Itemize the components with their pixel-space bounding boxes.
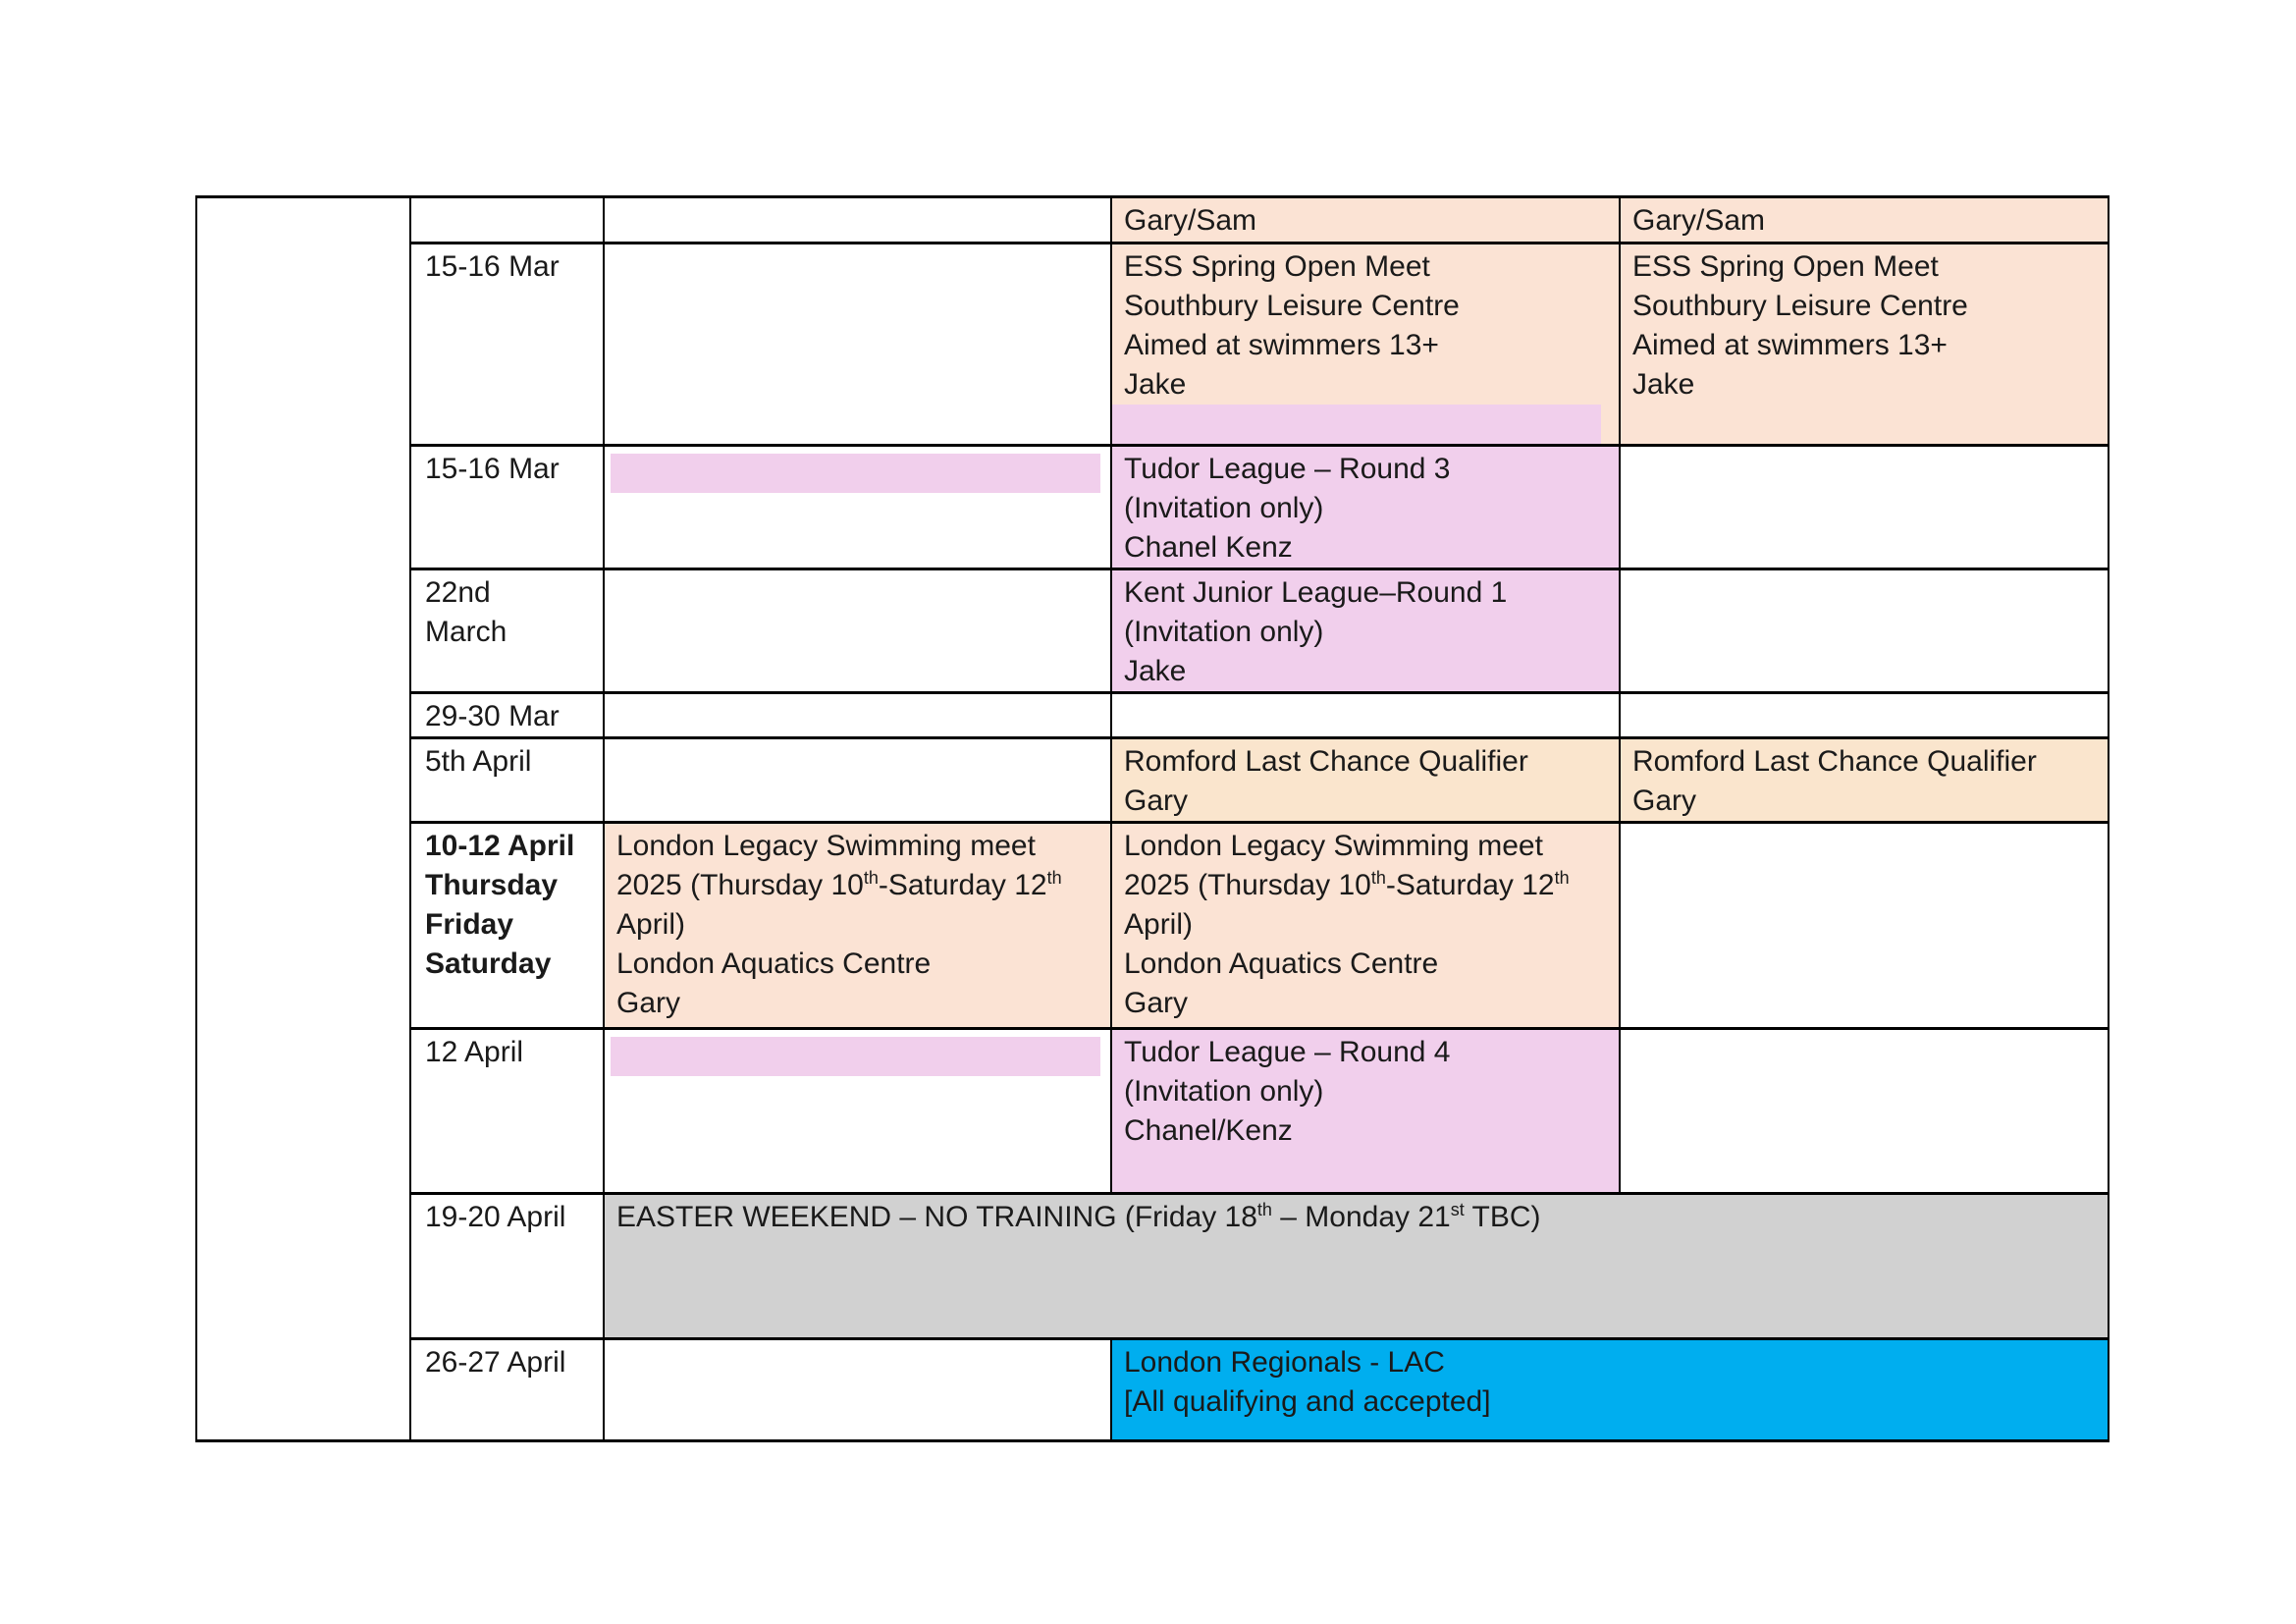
cell-line: London Legacy Swimming meet: [1124, 830, 1543, 862]
highlight-bar: [1112, 405, 1601, 444]
table-row: [196, 693, 2109, 738]
empty-cell: [604, 1029, 1111, 1194]
cell-line: Aimed at swimmers 13+: [1632, 329, 1948, 361]
cell-line: Gary: [1124, 785, 1189, 817]
empty-cell: [604, 1339, 1111, 1441]
empty-cell: [1620, 823, 2109, 1029]
cell-line: [All qualifying and accepted]: [1124, 1385, 1491, 1418]
empty-cell: [1620, 693, 2109, 738]
coach-header-cell: [1111, 197, 1620, 244]
date-cell: [410, 244, 604, 446]
cell-line: Jake: [1124, 368, 1187, 401]
event-cell: [1111, 569, 1620, 693]
date-cell: [410, 738, 604, 823]
cell-line: April): [1124, 908, 1194, 941]
event-cell: [1111, 244, 1620, 446]
left-spacer-cell: [196, 197, 410, 1441]
event-cell: [1111, 446, 1620, 569]
coach-header-cell: [1620, 197, 2109, 244]
cell-line: (Invitation only): [1124, 492, 1324, 524]
table-row: [196, 1029, 2109, 1194]
table-row: [196, 1194, 2109, 1339]
empty-cell: [1620, 569, 2109, 693]
empty-cell: [604, 569, 1111, 693]
date-cell: [410, 823, 604, 1029]
event-cell: [1111, 738, 1620, 823]
date-cell: [410, 1194, 604, 1339]
date-line: 22nd: [425, 576, 491, 609]
date-line: 15-16 Mar: [425, 250, 560, 283]
highlight-bar: [611, 1037, 1100, 1076]
cell-line: (Invitation only): [1124, 616, 1324, 648]
date-cell: [410, 1029, 604, 1194]
cell-line: Chanel/Kenz: [1124, 1114, 1293, 1147]
date-line: March: [425, 616, 507, 648]
cell-line: 2025 (Thursday 10th-Saturday 12th: [1124, 868, 1570, 901]
regionals-cell: [1111, 1339, 2109, 1441]
table-row: [196, 446, 2109, 569]
table-row: [196, 569, 2109, 693]
date-cell: [410, 1339, 604, 1441]
table-row: [196, 738, 2109, 823]
cell-line: April): [616, 908, 686, 941]
date-cell: [410, 693, 604, 738]
date-line: 12 April: [425, 1036, 524, 1068]
table-row: [196, 197, 2109, 244]
cell-line: Tudor League – Round 4: [1124, 1036, 1451, 1068]
cell-line: Romford Last Chance Qualifier: [1124, 745, 1528, 778]
date-line: 19-20 April: [425, 1201, 566, 1233]
date-cell: [410, 569, 604, 693]
date-line: 29-30 Mar: [425, 700, 560, 732]
empty-cell: [604, 693, 1111, 738]
cell-line: Southbury Leisure Centre: [1632, 290, 1968, 322]
cell-line: Southbury Leisure Centre: [1124, 290, 1460, 322]
cell-line: ESS Spring Open Meet: [1124, 250, 1430, 283]
empty-cell: [604, 738, 1111, 823]
date-line: 15-16 Mar: [425, 453, 560, 485]
date-line: 10-12 April: [425, 830, 575, 862]
cell-line: Gary/Sam: [1632, 204, 1766, 237]
schedule-table: [195, 195, 2109, 1442]
empty-cell: [604, 197, 1111, 244]
table-row: [196, 244, 2109, 446]
cell-line: EASTER WEEKEND – NO TRAINING (Friday 18th – Monday 21st TBC): [616, 1200, 1541, 1233]
cell-line: Kent Junior League–Round 1: [1124, 576, 1508, 609]
cell-line: Gary: [1632, 785, 1697, 817]
cell-line: Jake: [1632, 368, 1695, 401]
date-cell: [410, 446, 604, 569]
empty-cell: [1620, 1029, 2109, 1194]
event-cell: [1111, 823, 1620, 1029]
cell-line: London Legacy Swimming meet: [616, 830, 1036, 862]
event-cell: [1620, 738, 2109, 823]
cell-line: Tudor League – Round 3: [1124, 453, 1451, 485]
empty-date-cell: [410, 197, 604, 244]
cell-line: (Invitation only): [1124, 1075, 1324, 1108]
highlight-bar: [611, 454, 1100, 493]
date-line: 5th April: [425, 745, 532, 778]
table-row: [196, 1339, 2109, 1441]
cell-line: Gary: [1124, 987, 1189, 1019]
empty-cell: [604, 446, 1111, 569]
empty-cell: [1111, 693, 1620, 738]
cell-line: Gary/Sam: [1124, 204, 1257, 237]
cell-line: Jake: [1124, 655, 1187, 687]
date-line: 26-27 April: [425, 1346, 566, 1379]
cell-line: Gary: [616, 987, 681, 1019]
cell-line: Chanel Kenz: [1124, 531, 1293, 564]
cell-line: ESS Spring Open Meet: [1632, 250, 1939, 283]
cell-line: 2025 (Thursday 10th-Saturday 12th: [616, 868, 1062, 901]
cell-line: London Regionals - LAC: [1124, 1346, 1445, 1379]
event-cell: [1111, 1029, 1620, 1194]
table-row: [196, 823, 2109, 1029]
empty-cell: [1620, 446, 2109, 569]
easter-notice-cell: [604, 1194, 2109, 1339]
date-line: Friday: [425, 908, 514, 941]
date-line: Saturday: [425, 947, 552, 980]
empty-cell: [604, 244, 1111, 446]
cell-line: London Aquatics Centre: [616, 947, 932, 980]
date-line: Thursday: [425, 869, 559, 901]
cell-line: Romford Last Chance Qualifier: [1632, 745, 2037, 778]
event-cell: [1620, 244, 2109, 446]
cell-line: London Aquatics Centre: [1124, 947, 1439, 980]
cell-line: Aimed at swimmers 13+: [1124, 329, 1439, 361]
event-cell: [604, 823, 1111, 1029]
